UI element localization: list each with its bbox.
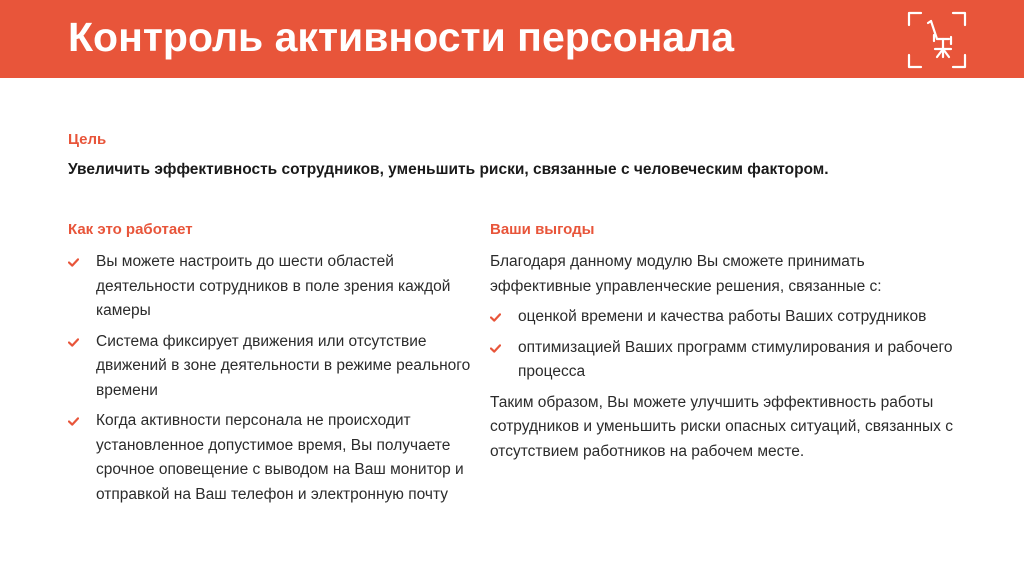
list-item-text: оптимизацией Ваших программ стимулирования и рабочего процесса — [518, 338, 953, 380]
how-it-works-list — [68, 250, 478, 507]
list-item — [68, 330, 478, 404]
benefits-column — [490, 250, 970, 470]
list-item-text: Вы можете настроить до шести областей деятельности сотрудников в поле зрения каждой камеры — [96, 253, 451, 319]
checkmark-icon — [68, 416, 79, 427]
benefits-conclusion: Таким образом, Вы можете улучшить эффективность работы сотрудников и уменьшить риски опасных ситуаций, связанных с отсутствием работников на рабочем месте. — [490, 393, 953, 460]
list-item-text: оценкой времени и качества работы Ваших сотрудников — [518, 308, 927, 325]
benefits-list — [490, 305, 970, 385]
checkmark-icon — [490, 312, 501, 323]
how-it-works-heading: Как это работает — [68, 221, 193, 238]
office-chair-frame-icon — [907, 11, 967, 69]
page-title: Контроль активности персонала — [68, 14, 735, 60]
goal-text: Увеличить эффективность сотрудников, уменьшить риски, связанные с человеческим фактором. — [68, 161, 829, 178]
checkmark-icon — [68, 337, 79, 348]
list-item — [490, 336, 970, 385]
benefits-heading: Ваши выгоды — [490, 221, 595, 238]
list-item-text: Система фиксирует движения или отсутствие движений в зоне деятельности в режиме реального времени — [96, 332, 471, 399]
list-item — [490, 305, 970, 330]
goal-label: Цель — [68, 131, 107, 148]
list-item — [68, 409, 478, 507]
how-it-works-column — [68, 250, 478, 513]
checkmark-icon — [68, 257, 79, 268]
header-bar — [0, 0, 1024, 78]
benefits-intro: Благодаря данному модулю Вы сможете принимать эффективные управленческие решения, связанные с: — [490, 253, 882, 295]
list-item-text: Когда активности персонала не происходит установленное допустимое время, Вы получаете срочное оповещение с выводом на Ваш монитор и отправкой на Ваш телефон и электронную почту — [96, 412, 464, 503]
checkmark-icon — [490, 343, 501, 354]
list-item — [68, 250, 478, 324]
